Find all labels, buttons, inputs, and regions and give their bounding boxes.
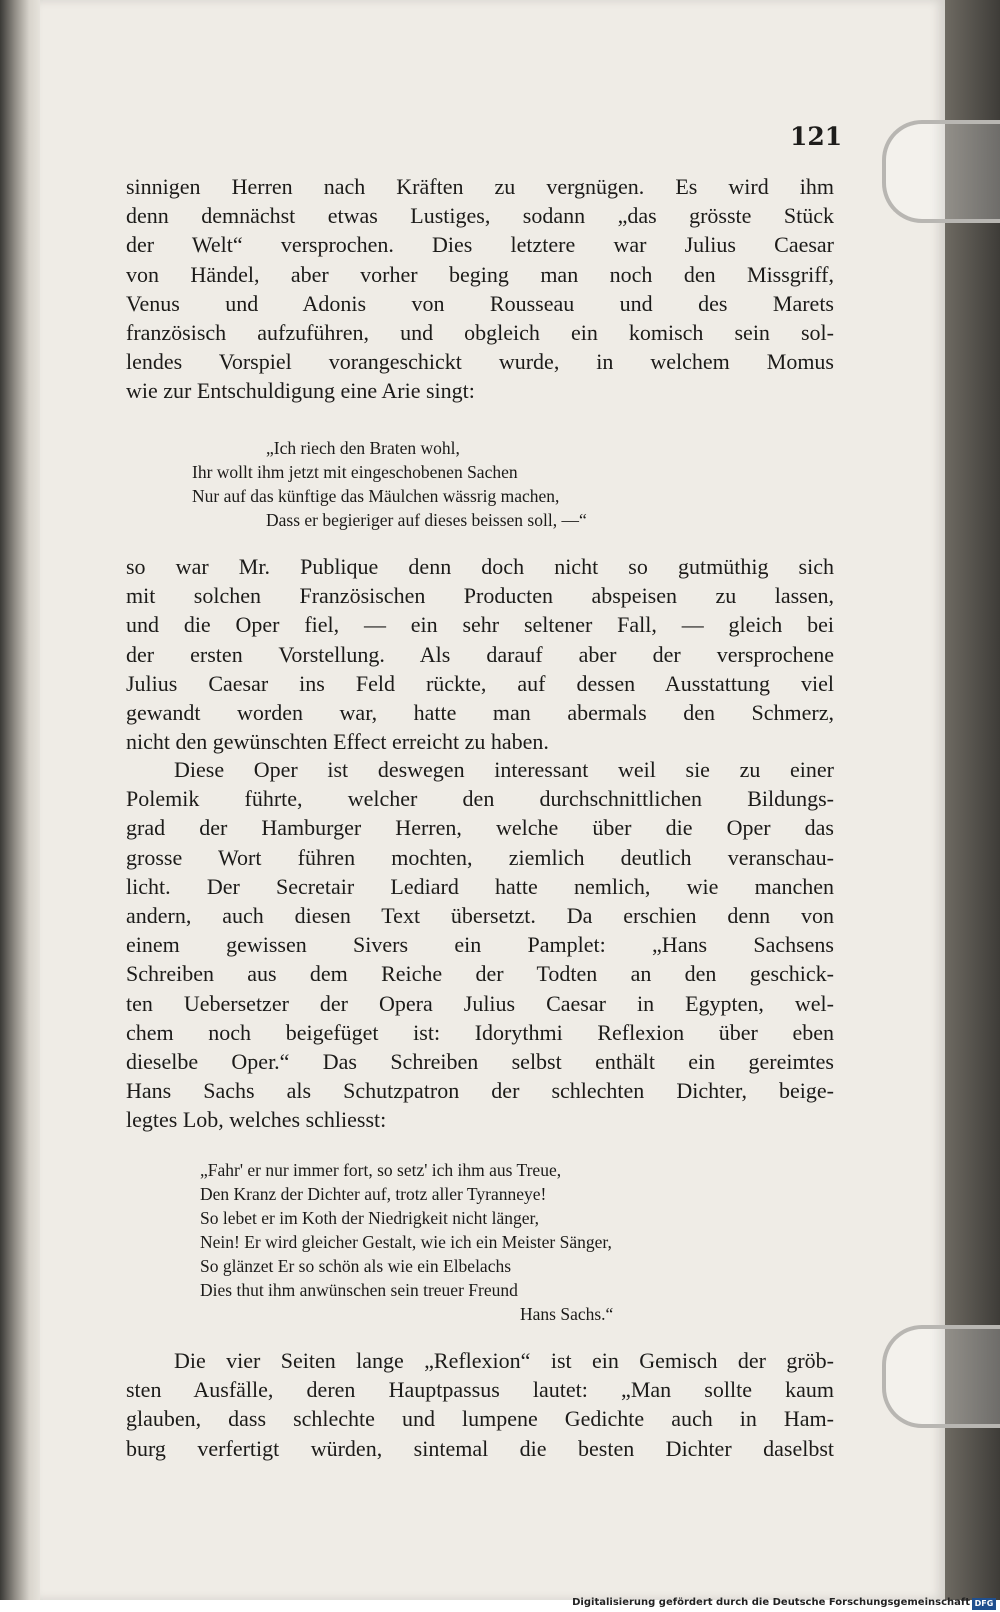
verse-line: Ihr wollt ihm jetzt mit eingeschobenen Sachen (192, 462, 518, 482)
paragraph-1 (126, 172, 834, 406)
text-line: und die Oper fiel, — ein sehr seltener Fall, — gleich bei (126, 612, 834, 638)
verse-line: So lebet er im Koth der Niedrigkeit nicht länger, (200, 1208, 539, 1228)
footer-credit: Digitalisierung gefördert durch die Deutsche Forschungsgemeinschaft (572, 1597, 970, 1608)
text-line: ten Uebersetzer der Opera Julius Caesar in Egypten, wel- (126, 990, 834, 1016)
left-page-stack (0, 0, 42, 1600)
page-clip-top (882, 120, 1000, 223)
dfg-logo: DFG (972, 1598, 996, 1610)
text-line: dieselbe Oper.“ Das Schreiben selbst enthält ein gereimtes (126, 1049, 834, 1075)
verse-signature: Hans Sachs.“ (520, 1304, 614, 1324)
text-line: andern, auch diesen Text übersetzt. Da erschien denn von (126, 903, 834, 929)
text-line: von Händel, aber vorher beging man noch den Missgriff, (126, 261, 834, 287)
page-number: 121 (790, 122, 843, 151)
text-line: wie zur Entschuldigung eine Arie singt: (126, 378, 475, 404)
paragraph-3 (126, 755, 834, 1135)
paragraph-2 (126, 552, 834, 756)
verse-line: Dies thut ihm anwünschen sein treuer Freund (200, 1280, 518, 1300)
verse-line: Den Kranz der Dichter auf, trotz aller Tyranneye! (200, 1184, 547, 1204)
text-line: licht. Der Secretair Lediard hatte nemlich, wie manchen (126, 873, 834, 899)
verse-line: „Fahr' er nur immer fort, so setz' ich ihm aus Treue, (200, 1160, 562, 1180)
text-line: Die vier Seiten lange „Reflexion“ ist ein Gemisch der gröb- (174, 1348, 834, 1373)
text-line: burg verfertigt würden, sintemal die besten Dichter daselbst (126, 1435, 834, 1461)
text-line: grosse Wort führen mochten, ziemlich deutlich veranschau- (126, 844, 834, 870)
text-line: einem gewissen Sivers ein Pamplet: „Hans Sachsens (126, 932, 834, 958)
text-line: Diese Oper ist deswegen interessant weil sie zu einer (174, 757, 834, 782)
page-clip-bottom (882, 1325, 1000, 1428)
text-line: sten Ausfälle, deren Hauptpassus lautet: „Man sollte kaum (126, 1377, 834, 1403)
text-line: mit solchen Französischen Producten abspeisen zu lassen, (126, 583, 834, 609)
text-line: legtes Lob, welches schliesst: (126, 1107, 387, 1133)
verse-line: Dass er begieriger auf dieses beissen soll, —“ (266, 510, 587, 530)
verse-2 (200, 1158, 613, 1326)
text-line: französisch aufzuführen, und obgleich ein komisch sein sol- (126, 320, 834, 346)
text-line: lendes Vorspiel vorangeschickt wurde, in welchem Momus (126, 349, 834, 375)
text-line: nicht den gewünschten Effect erreicht zu haben. (126, 729, 549, 755)
text-line: Polemik führte, welcher den durchschnittlichen Bildungs- (126, 786, 834, 812)
text-line: grad der Hamburger Herren, welche über die Oper das (126, 815, 834, 841)
verse-line: „Ich riech den Braten wohl, (266, 438, 460, 458)
text-line: Venus und Adonis von Rousseau und des Marets (126, 290, 834, 316)
text-line: Hans Sachs als Schutzpatron der schlechten Dichter, beige- (126, 1078, 834, 1104)
verse-line: Nur auf das künftige das Mäulchen wässrig machen, (192, 486, 560, 506)
verse-1 (192, 436, 587, 532)
text-line: glauben, dass schlechte und lumpene Gedichte auch in Ham- (126, 1406, 834, 1432)
text-line: Julius Caesar ins Feld rückte, auf dessen Ausstattung viel (126, 670, 834, 696)
verse-line: Nein! Er wird gleicher Gestalt, wie ich ein Meister Sänger, (200, 1232, 612, 1252)
text-line: Schreiben aus dem Reiche der Todten an den geschick- (126, 961, 834, 987)
verse-line: So glänzet Er so schön als wie ein Elbelachs (200, 1256, 512, 1276)
text-line: gewandt worden war, hatte man abermals den Schmerz, (126, 700, 834, 726)
text-line: der ersten Vorstellung. Als darauf aber der versprochene (126, 641, 834, 667)
text-line: so war Mr. Publique denn doch nicht so gutmüthig sich (126, 554, 834, 579)
text-line: chem noch beigefüget ist: Idorythmi Reflexion über eben (126, 1019, 834, 1045)
text-line: denn demnächst etwas Lustiges, sodann „das grösste Stück (126, 203, 834, 229)
text-line: der Welt“ versprochen. Dies letztere war Julius Caesar (126, 232, 834, 258)
text-line: sinnigen Herren nach Kräften zu vergnügen. Es wird ihm (126, 174, 834, 199)
paragraph-4 (126, 1346, 834, 1463)
